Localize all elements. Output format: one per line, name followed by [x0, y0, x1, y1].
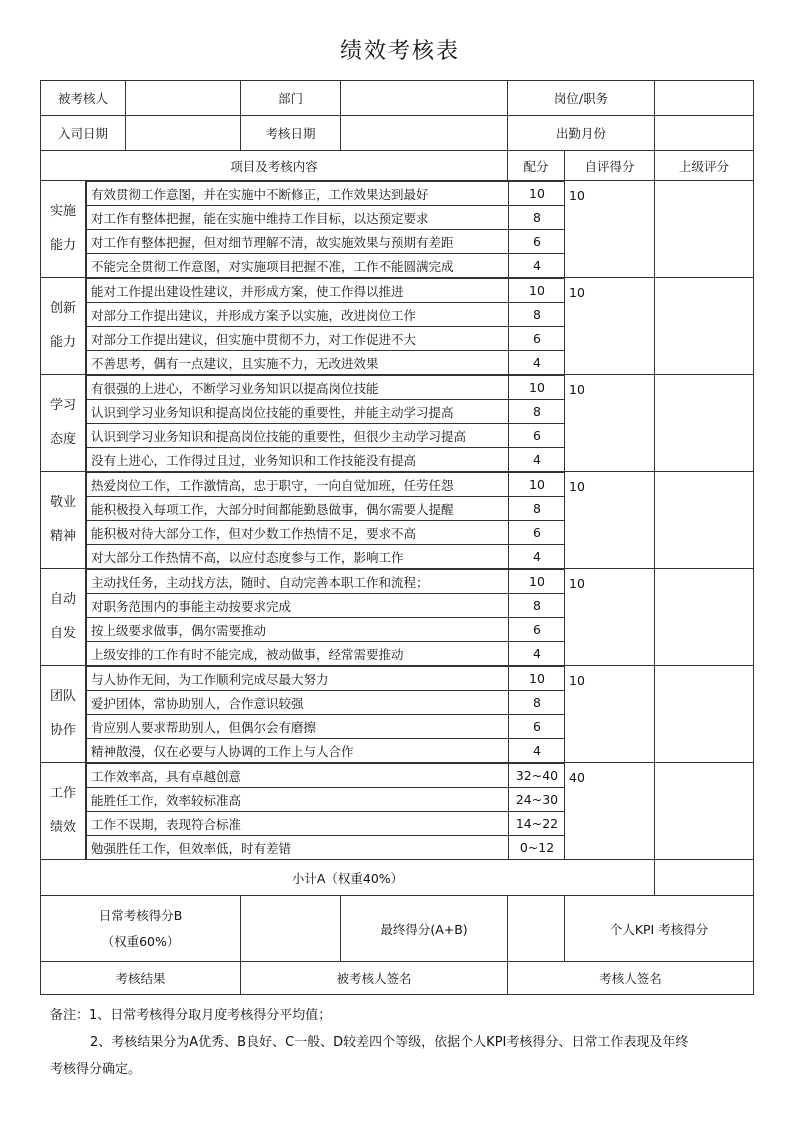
criteria-row [87, 691, 565, 715]
criteria-row [87, 545, 565, 569]
category-name-top: 团队 [49, 689, 76, 704]
criteria-block [86, 181, 565, 278]
category-row [41, 569, 754, 666]
category-name-top: 自动 [49, 592, 76, 607]
appraisal-table [40, 80, 754, 995]
self-score-cell[interactable]: 40 [565, 763, 655, 860]
superior-score-cell[interactable] [655, 472, 754, 569]
criteria-description: 能积极投入每项工作，大部分时间都能勤恳做事，偶尔需要人提醒 [87, 497, 509, 521]
notes [50, 1002, 755, 1083]
category-name-top: 敬业 [49, 495, 76, 510]
criteria-score: 6 [509, 521, 565, 545]
criteria-block [86, 763, 565, 860]
final-score-field[interactable] [508, 896, 565, 962]
category-name-top: 工作 [49, 786, 76, 801]
category-row [41, 278, 754, 375]
criteria-score: 4 [509, 739, 565, 763]
criteria-score: 6 [509, 327, 565, 351]
self-score-cell[interactable]: 10 [565, 569, 655, 666]
criteria-description: 主动找任务，主动找方法，随时、自动完善本职工作和流程； [87, 570, 509, 594]
criteria-score: 4 [509, 545, 565, 569]
criteria-score: 4 [509, 448, 565, 472]
criteria-description: 对部分工作提出建议，但实施中贯彻不力，对工作促进不大 [87, 327, 509, 351]
criteria-block [86, 375, 565, 472]
criteria-row [87, 764, 565, 788]
subtotal-row [41, 860, 754, 896]
criteria-description: 对工作有整体把握，但对细节理解不清，故实施效果与预期有差距 [87, 230, 509, 254]
criteria-description: 有很强的上进心，不断学习业务知识以提高岗位技能 [87, 376, 509, 400]
criteria-row [87, 230, 565, 254]
criteria-row [87, 667, 565, 691]
assessor-sign-label: 考核人签名 [508, 962, 754, 995]
criteria-row [87, 400, 565, 424]
category-name-bottom: 能力 [49, 238, 76, 253]
col-items: 项目及考核内容 [41, 151, 508, 181]
column-header-row [41, 151, 754, 181]
criteria-row [87, 424, 565, 448]
criteria-score: 14~22 [509, 812, 565, 836]
superior-score-cell[interactable] [655, 375, 754, 472]
criteria-description: 热爱岗位工作，工作激情高，忠于职守，一向自觉加班，任劳任怨 [87, 473, 509, 497]
criteria-score: 8 [509, 400, 565, 424]
criteria-score: 6 [509, 618, 565, 642]
category-name [41, 666, 86, 763]
category-name-bottom: 能力 [49, 335, 76, 350]
assessee-sign-label: 被考核人签名 [241, 962, 508, 995]
info-row-1 [41, 81, 754, 116]
criteria-description: 上级安排的工作有时不能完成，被动做事，经常需要推动 [87, 642, 509, 666]
criteria-score: 10 [509, 473, 565, 497]
criteria-description: 不能完全贯彻工作意图，对实施项目把握不准，工作不能圆满完成 [87, 254, 509, 278]
label-review-date: 考核日期 [241, 116, 341, 151]
criteria-row [87, 206, 565, 230]
label-attendance-month: 出勤月份 [508, 116, 655, 151]
daily-score-weight: （权重60%） [101, 933, 180, 949]
superior-score-cell[interactable] [655, 763, 754, 860]
criteria-row [87, 351, 565, 375]
criteria-description: 工作效率高，具有卓越创意 [87, 764, 509, 788]
criteria-row [87, 788, 565, 812]
final-score-label: 最终得分(A+B) [341, 896, 508, 962]
category-row [41, 375, 754, 472]
criteria-score: 8 [509, 691, 565, 715]
criteria-score: 6 [509, 230, 565, 254]
col-score: 配分 [508, 151, 565, 181]
criteria-description: 精神散漫，仅在必要与人协调的工作上与人合作 [87, 739, 509, 763]
criteria-description: 能积极对待大部分工作，但对少数工作热情不足，要求不高 [87, 521, 509, 545]
attendance-month-field[interactable] [655, 116, 754, 151]
superior-score-cell[interactable] [655, 181, 754, 278]
criteria-row [87, 448, 565, 472]
category-name [41, 278, 86, 375]
note-1: 备注：1、日常考核得分取月度考核得分平均值； [50, 1008, 332, 1023]
criteria-row [87, 715, 565, 739]
criteria-score: 6 [509, 424, 565, 448]
criteria-score: 4 [509, 351, 565, 375]
criteria-row [87, 836, 565, 860]
criteria-description: 勉强胜任工作，但效率低，时有差错 [87, 836, 509, 860]
label-position: 岗位/职务 [508, 81, 655, 116]
criteria-score: 24~30 [509, 788, 565, 812]
department-field[interactable] [341, 81, 508, 116]
superior-score-cell[interactable] [655, 569, 754, 666]
daily-score-field[interactable] [241, 896, 341, 962]
category-name [41, 569, 86, 666]
category-name [41, 472, 86, 569]
category-row [41, 472, 754, 569]
criteria-score: 8 [509, 594, 565, 618]
note-2: 2、考核结果分为A优秀、B良好、C一般、D较差四个等级，依据个人KPI考核得分、日常工作表现及年终 [90, 1035, 689, 1050]
category-name-bottom: 态度 [49, 432, 76, 447]
criteria-score: 8 [509, 206, 565, 230]
subtotal-field[interactable] [655, 860, 754, 896]
self-score-cell[interactable]: 10 [565, 181, 655, 278]
criteria-block [86, 666, 565, 763]
category-name-bottom: 绩效 [49, 820, 76, 835]
note-2-continued: 考核得分确定。 [50, 1062, 142, 1077]
criteria-description: 认识到学习业务知识和提高岗位技能的重要性，但很少主动学习提高 [87, 424, 509, 448]
category-name-top: 实施 [49, 204, 76, 219]
category-name [41, 375, 86, 472]
criteria-score: 8 [509, 497, 565, 521]
kpi-score-label: 个人KPI 考核得分 [565, 896, 754, 962]
page-title: 绩效考核表 [339, 39, 460, 64]
criteria-score: 32~40 [509, 764, 565, 788]
criteria-description: 没有上进心，工作得过且过，业务知识和工作技能没有提高 [87, 448, 509, 472]
criteria-row [87, 254, 565, 278]
review-date-field[interactable] [341, 116, 508, 151]
col-self-score: 自评得分 [565, 151, 655, 181]
daily-score-label [41, 896, 241, 962]
criteria-row [87, 642, 565, 666]
hire-date-field[interactable] [126, 116, 241, 151]
criteria-row [87, 570, 565, 594]
criteria-description: 工作不误期，表现符合标准 [87, 812, 509, 836]
superior-score-cell[interactable] [655, 666, 754, 763]
criteria-score: 4 [509, 642, 565, 666]
criteria-block [86, 278, 565, 375]
criteria-description: 有效贯彻工作意图，并在实施中不断修正，工作效果达到最好 [87, 182, 509, 206]
superior-score-cell[interactable] [655, 278, 754, 375]
criteria-block [86, 472, 565, 569]
category-name-bottom: 精神 [49, 529, 76, 544]
criteria-score: 4 [509, 254, 565, 278]
criteria-score: 10 [509, 182, 565, 206]
info-row-2 [41, 116, 754, 151]
criteria-row [87, 521, 565, 545]
criteria-score: 10 [509, 667, 565, 691]
criteria-description: 能胜任工作，效率较标准高 [87, 788, 509, 812]
self-score-cell[interactable]: 10 [565, 666, 655, 763]
category-row [41, 763, 754, 860]
category-row [41, 181, 754, 278]
self-score-cell[interactable]: 10 [565, 278, 655, 375]
criteria-score: 10 [509, 279, 565, 303]
result-label: 考核结果 [41, 962, 241, 995]
criteria-description: 按上级要求做事，偶尔需要推动 [87, 618, 509, 642]
criteria-score: 10 [509, 376, 565, 400]
criteria-row [87, 618, 565, 642]
category-row [41, 666, 754, 763]
criteria-description: 对工作有整体把握，能在实施中维持工作目标，以达预定要求 [87, 206, 509, 230]
criteria-row [87, 594, 565, 618]
criteria-description: 对职务范围内的事能主动按要求完成 [87, 594, 509, 618]
criteria-description: 爱护团体，常协助别人，合作意识较强 [87, 691, 509, 715]
criteria-score: 8 [509, 303, 565, 327]
criteria-score: 0~12 [509, 836, 565, 860]
category-name-top: 创新 [49, 301, 76, 316]
category-name-bottom: 协作 [49, 723, 76, 738]
criteria-description: 对部分工作提出建议，并形成方案予以实施，改进岗位工作 [87, 303, 509, 327]
category-name [41, 181, 86, 278]
label-assessee: 被考核人 [41, 81, 126, 116]
assessee-field[interactable] [126, 81, 241, 116]
criteria-row [87, 279, 565, 303]
criteria-score: 6 [509, 715, 565, 739]
label-hire-date: 入司日期 [41, 116, 126, 151]
criteria-description: 认识到学习业务知识和提高岗位技能的重要性，并能主动学习提高 [87, 400, 509, 424]
criteria-description: 肯应别人要求帮助别人，但偶尔会有磨擦 [87, 715, 509, 739]
category-name-bottom: 自发 [49, 626, 76, 641]
criteria-score: 10 [509, 570, 565, 594]
criteria-row [87, 376, 565, 400]
self-score-cell[interactable]: 10 [565, 472, 655, 569]
criteria-row [87, 182, 565, 206]
criteria-description: 不善思考，偶有一点建议，且实施不力，无改进效果 [87, 351, 509, 375]
signature-row [41, 962, 754, 995]
criteria-description: 与人协作无间，为工作顺利完成尽最大努力 [87, 667, 509, 691]
daily-score-title: 日常考核得分B [98, 907, 183, 923]
criteria-row [87, 812, 565, 836]
position-field[interactable] [655, 81, 754, 116]
criteria-row [87, 739, 565, 763]
criteria-description: 能对工作提出建设性建议，并形成方案，使工作得以推进 [87, 279, 509, 303]
category-name [41, 763, 86, 860]
label-department: 部门 [241, 81, 341, 116]
criteria-row [87, 497, 565, 521]
criteria-description: 对大部分工作热情不高，以应付态度参与工作，影响工作 [87, 545, 509, 569]
col-superior-score: 上级评分 [655, 151, 754, 181]
criteria-block [86, 569, 565, 666]
criteria-row [87, 303, 565, 327]
self-score-cell[interactable]: 10 [565, 375, 655, 472]
category-name-top: 学习 [49, 398, 76, 413]
criteria-row [87, 473, 565, 497]
score-row [41, 896, 754, 962]
subtotal-label: 小计A（权重40%） [41, 860, 655, 896]
criteria-row [87, 327, 565, 351]
